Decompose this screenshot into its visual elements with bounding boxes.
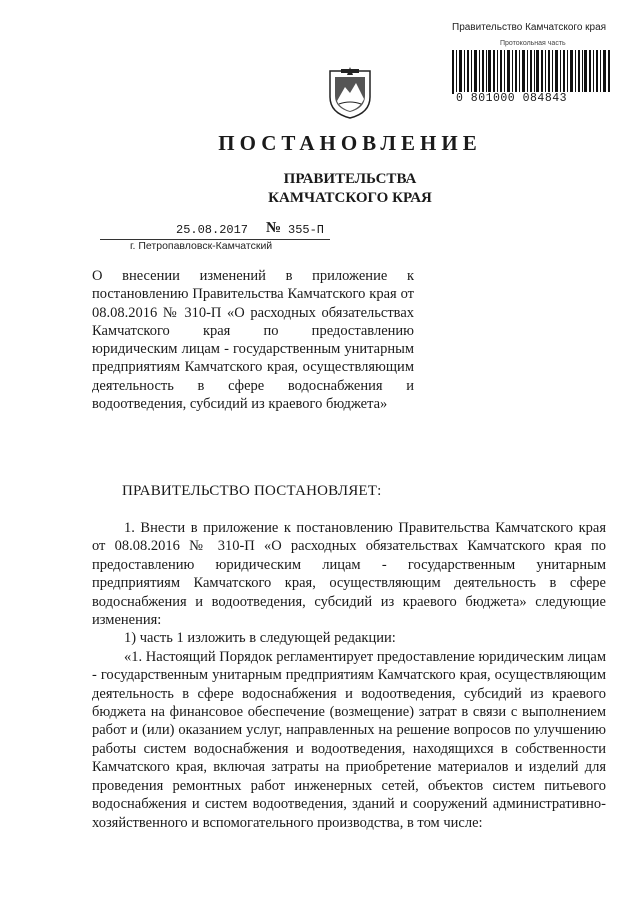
issuer-heading [150,170,550,208]
number-sign: № [266,220,282,236]
city-line: г. Петропавловск-Камчатский [130,240,273,252]
barcode-number: 0 801000 084843 [456,92,616,105]
body-paragraph-1: 1. Внести в приложение к постановлению Правительства Камчатского края от 08.08.2016 № 310-П «О расходных обязательствах Камчатского края по предоставлению юридическим лицам - государственным унитарным предприятиям Камчатского края, осуществляющим деятельность в сфере водоснабжения и водоотведения, субсидий из краевого бюджета» следующие изменения: [92,520,606,629]
decree-subject: О внесении изменений в приложение к постановлению Правительства Камчатского края от 08.08.2016 № 310-П «О расходных обязательствах Камчатского края по предоставлению юридическим лицам - государственным унитарным предприятиям Камчатского края, осуществляющим деятельность в сфере водоснабжения и водоотведения, субсидий из краевого бюджета» [92,268,414,413]
document-type-heading: ПОСТАНОВЛЕНИЕ [218,131,482,155]
decrees-heading: ПРАВИТЕЛЬСТВО ПОСТАНОВЛЯЕТ: [122,483,382,499]
stamp-organization: Правительство Камчатского края [452,22,607,33]
issuer-line-1: ПРАВИТЕЛЬСТВА [283,171,417,187]
coat-of-arms-icon [327,63,373,119]
barcode [452,50,610,94]
decree-body [92,519,606,832]
body-paragraph-3: «1. Настоящий Порядок регламентирует предоставление юридическим лицам - государственным унитарным предприятиям Камчатского края, осуществляющим деятельность в сфере водоснабжения и водоотведения, субсидий из краевого бюджета на финансовое обеспечение (возмещение) затрат в связи с выполнением работ и (или) оказанием услуг, направленных на решение вопросов по улучшению работы систем водоснабжения и водоотведения, находящихся в собственности Камчатского края, включая затраты на приобретение материалов и изделий для проведения ремонтных работ инженерных сетей, объектов систем питьевого водоснабжения и систем водоотведения, зданий и сооружений административно-хозяйственного и вспомогательного производства, в том числе: [92,648,606,831]
issuer-line-2: КАМЧАТСКОГО КРАЯ [268,190,432,206]
body-paragraph-2: 1) часть 1 изложить в следующей редакции: [124,630,396,647]
decree-date: 25.08.2017 [176,223,249,237]
decree-number: 355-П [288,223,325,237]
stamp-note: Протокольная часть [500,40,566,47]
